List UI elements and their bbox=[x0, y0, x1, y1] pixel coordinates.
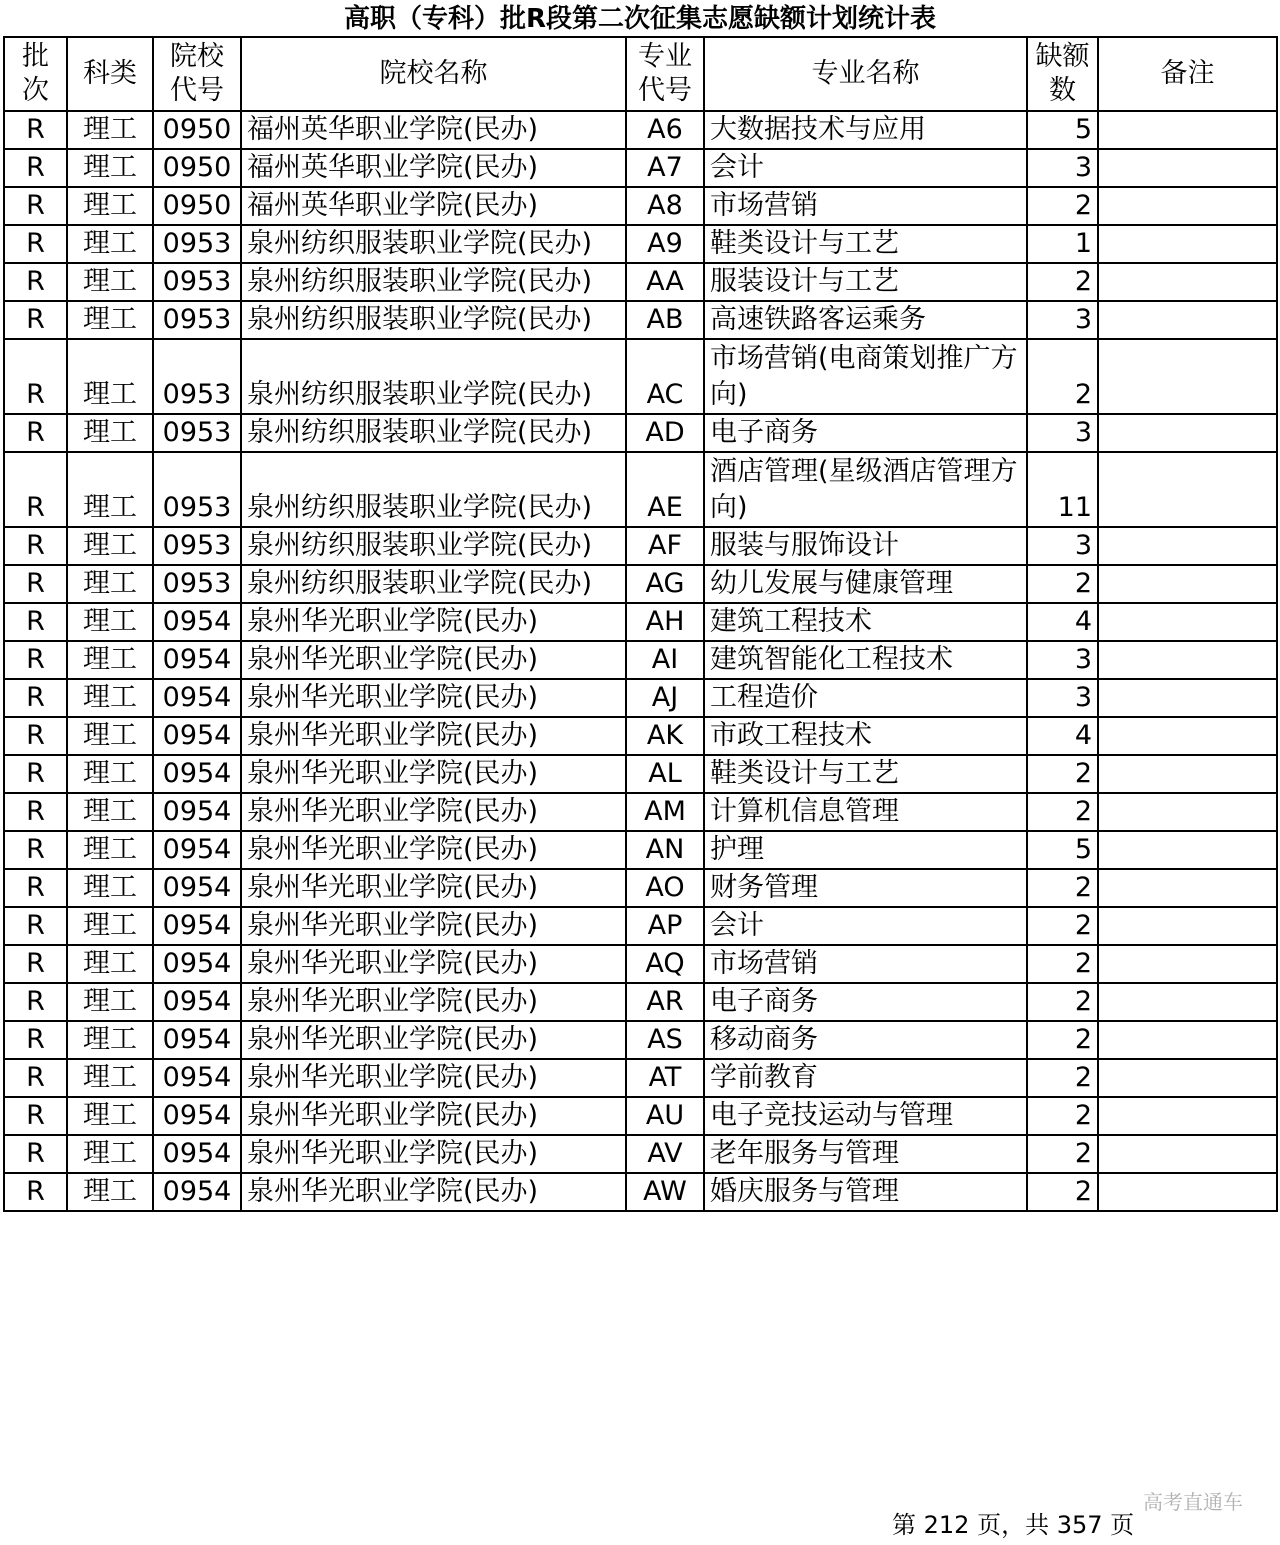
cell-major-code: AS bbox=[626, 1021, 704, 1059]
cell-major-name: 计算机信息管理 bbox=[704, 793, 1027, 831]
cell-remark bbox=[1098, 111, 1277, 149]
cell-major-name: 大数据技术与应用 bbox=[704, 111, 1027, 149]
cell-major-name: 服装与服饰设计 bbox=[704, 527, 1027, 565]
cell-school-code: 0953 bbox=[153, 339, 241, 414]
cell-batch: R bbox=[4, 1059, 67, 1097]
cell-batch: R bbox=[4, 1173, 67, 1211]
cell-school-code: 0954 bbox=[153, 907, 241, 945]
cell-vacancies: 2 bbox=[1027, 755, 1098, 793]
cell-batch: R bbox=[4, 414, 67, 452]
cell-vacancies: 3 bbox=[1027, 414, 1098, 452]
table-row bbox=[4, 414, 1277, 452]
cell-school-code: 0954 bbox=[153, 945, 241, 983]
cell-remark bbox=[1098, 1021, 1277, 1059]
cell-batch: R bbox=[4, 755, 67, 793]
table-row bbox=[4, 793, 1277, 831]
cell-batch: R bbox=[4, 565, 67, 603]
cell-batch: R bbox=[4, 907, 67, 945]
cell-school-code: 0953 bbox=[153, 225, 241, 263]
cell-category: 理工 bbox=[67, 641, 153, 679]
cell-major-code: AG bbox=[626, 565, 704, 603]
cell-vacancies: 2 bbox=[1027, 1135, 1098, 1173]
cell-category: 理工 bbox=[67, 1021, 153, 1059]
cell-school-name: 福州英华职业学院(民办) bbox=[241, 187, 626, 225]
cell-remark bbox=[1098, 565, 1277, 603]
cell-major-code: AV bbox=[626, 1135, 704, 1173]
table-row bbox=[4, 1097, 1277, 1135]
cell-remark bbox=[1098, 452, 1277, 527]
cell-major-code: A6 bbox=[626, 111, 704, 149]
cell-remark bbox=[1098, 414, 1277, 452]
cell-major-code: AE bbox=[626, 452, 704, 527]
cell-vacancies: 2 bbox=[1027, 1021, 1098, 1059]
cell-batch: R bbox=[4, 187, 67, 225]
table-row bbox=[4, 641, 1277, 679]
cell-vacancies: 3 bbox=[1027, 301, 1098, 339]
cell-batch: R bbox=[4, 263, 67, 301]
cell-major-name: 酒店管理(星级酒店管理方向) bbox=[704, 452, 1027, 527]
cell-major-code: AU bbox=[626, 1097, 704, 1135]
cell-school-code: 0954 bbox=[153, 1097, 241, 1135]
cell-major-code: A8 bbox=[626, 187, 704, 225]
table-row bbox=[4, 565, 1277, 603]
cell-remark bbox=[1098, 187, 1277, 225]
cell-category: 理工 bbox=[67, 301, 153, 339]
cell-remark bbox=[1098, 717, 1277, 755]
cell-remark bbox=[1098, 1173, 1277, 1211]
cell-category: 理工 bbox=[67, 225, 153, 263]
table-row bbox=[4, 679, 1277, 717]
cell-school-name: 泉州纺织服装职业学院(民办) bbox=[241, 339, 626, 414]
cell-remark bbox=[1098, 339, 1277, 414]
cell-vacancies: 1 bbox=[1027, 225, 1098, 263]
cell-major-name: 会计 bbox=[704, 149, 1027, 187]
cell-vacancies: 3 bbox=[1027, 679, 1098, 717]
page-footer: 第 212 页，共 357 页 bbox=[892, 1511, 1135, 1539]
cell-vacancies: 2 bbox=[1027, 1059, 1098, 1097]
cell-school-name: 泉州纺织服装职业学院(民办) bbox=[241, 452, 626, 527]
cell-school-name: 泉州华光职业学院(民办) bbox=[241, 831, 626, 869]
cell-major-code: AM bbox=[626, 793, 704, 831]
cell-major-name: 移动商务 bbox=[704, 1021, 1027, 1059]
cell-major-name: 电子商务 bbox=[704, 414, 1027, 452]
table-header-row bbox=[4, 37, 1277, 111]
cell-school-name: 泉州华光职业学院(民办) bbox=[241, 869, 626, 907]
cell-category: 理工 bbox=[67, 1097, 153, 1135]
header-remark: 备注 bbox=[1098, 37, 1277, 111]
cell-category: 理工 bbox=[67, 717, 153, 755]
table-row bbox=[4, 301, 1277, 339]
table-row bbox=[4, 339, 1277, 414]
cell-school-name: 泉州纺织服装职业学院(民办) bbox=[241, 565, 626, 603]
cell-batch: R bbox=[4, 111, 67, 149]
cell-remark bbox=[1098, 945, 1277, 983]
table-row bbox=[4, 263, 1277, 301]
cell-vacancies: 2 bbox=[1027, 1173, 1098, 1211]
cell-major-code: AD bbox=[626, 414, 704, 452]
cell-category: 理工 bbox=[67, 831, 153, 869]
cell-batch: R bbox=[4, 527, 67, 565]
watermark-text: 高考直通车 bbox=[1143, 1490, 1243, 1514]
cell-vacancies: 2 bbox=[1027, 1097, 1098, 1135]
cell-remark bbox=[1098, 793, 1277, 831]
table-row bbox=[4, 831, 1277, 869]
cell-vacancies: 3 bbox=[1027, 641, 1098, 679]
cell-category: 理工 bbox=[67, 983, 153, 1021]
vacancy-table bbox=[3, 36, 1278, 1212]
cell-school-code: 0954 bbox=[153, 717, 241, 755]
cell-school-name: 泉州华光职业学院(民办) bbox=[241, 1173, 626, 1211]
cell-school-code: 0953 bbox=[153, 452, 241, 527]
cell-school-code: 0950 bbox=[153, 187, 241, 225]
cell-major-code: AJ bbox=[626, 679, 704, 717]
cell-vacancies: 2 bbox=[1027, 983, 1098, 1021]
header-school-code: 院校代号 bbox=[153, 37, 241, 111]
cell-batch: R bbox=[4, 1135, 67, 1173]
cell-vacancies: 2 bbox=[1027, 945, 1098, 983]
cell-batch: R bbox=[4, 831, 67, 869]
cell-vacancies: 2 bbox=[1027, 793, 1098, 831]
cell-category: 理工 bbox=[67, 603, 153, 641]
cell-remark bbox=[1098, 907, 1277, 945]
cell-category: 理工 bbox=[67, 1135, 153, 1173]
cell-major-code: AH bbox=[626, 603, 704, 641]
table-row bbox=[4, 603, 1277, 641]
cell-school-name: 泉州华光职业学院(民办) bbox=[241, 679, 626, 717]
cell-major-code: AR bbox=[626, 983, 704, 1021]
cell-school-name: 泉州华光职业学院(民办) bbox=[241, 717, 626, 755]
table-row bbox=[4, 225, 1277, 263]
cell-major-code: AA bbox=[626, 263, 704, 301]
cell-major-name: 会计 bbox=[704, 907, 1027, 945]
header-major-name: 专业名称 bbox=[704, 37, 1027, 111]
cell-vacancies: 5 bbox=[1027, 111, 1098, 149]
cell-major-name: 财务管理 bbox=[704, 869, 1027, 907]
cell-school-name: 泉州华光职业学院(民办) bbox=[241, 1135, 626, 1173]
cell-batch: R bbox=[4, 869, 67, 907]
table-body bbox=[4, 111, 1277, 1211]
table-row bbox=[4, 111, 1277, 149]
cell-major-code: AF bbox=[626, 527, 704, 565]
cell-school-code: 0954 bbox=[153, 1059, 241, 1097]
cell-school-name: 泉州华光职业学院(民办) bbox=[241, 755, 626, 793]
header-major-code: 专业代号 bbox=[626, 37, 704, 111]
cell-remark bbox=[1098, 603, 1277, 641]
cell-major-name: 建筑智能化工程技术 bbox=[704, 641, 1027, 679]
cell-vacancies: 4 bbox=[1027, 603, 1098, 641]
cell-school-name: 福州英华职业学院(民办) bbox=[241, 111, 626, 149]
table-row bbox=[4, 869, 1277, 907]
cell-category: 理工 bbox=[67, 793, 153, 831]
cell-school-name: 泉州华光职业学院(民办) bbox=[241, 945, 626, 983]
cell-school-name: 泉州纺织服装职业学院(民办) bbox=[241, 301, 626, 339]
cell-vacancies: 3 bbox=[1027, 149, 1098, 187]
cell-major-name: 市场营销(电商策划推广方向) bbox=[704, 339, 1027, 414]
cell-batch: R bbox=[4, 1021, 67, 1059]
cell-category: 理工 bbox=[67, 111, 153, 149]
cell-major-code: AP bbox=[626, 907, 704, 945]
cell-school-name: 泉州纺织服装职业学院(民办) bbox=[241, 263, 626, 301]
cell-school-code: 0953 bbox=[153, 527, 241, 565]
cell-batch: R bbox=[4, 301, 67, 339]
cell-school-code: 0954 bbox=[153, 1021, 241, 1059]
cell-school-name: 泉州华光职业学院(民办) bbox=[241, 1059, 626, 1097]
cell-vacancies: 2 bbox=[1027, 869, 1098, 907]
cell-category: 理工 bbox=[67, 339, 153, 414]
header-batch: 批次 bbox=[4, 37, 67, 111]
cell-school-name: 泉州华光职业学院(民办) bbox=[241, 793, 626, 831]
cell-major-name: 服装设计与工艺 bbox=[704, 263, 1027, 301]
cell-category: 理工 bbox=[67, 452, 153, 527]
cell-batch: R bbox=[4, 603, 67, 641]
table-row bbox=[4, 1059, 1277, 1097]
cell-remark bbox=[1098, 755, 1277, 793]
cell-major-name: 学前教育 bbox=[704, 1059, 1027, 1097]
cell-vacancies: 5 bbox=[1027, 831, 1098, 869]
table-row bbox=[4, 907, 1277, 945]
cell-school-name: 泉州华光职业学院(民办) bbox=[241, 907, 626, 945]
cell-school-name: 泉州华光职业学院(民办) bbox=[241, 1097, 626, 1135]
cell-remark bbox=[1098, 1097, 1277, 1135]
cell-school-name: 泉州纺织服装职业学院(民办) bbox=[241, 414, 626, 452]
cell-remark bbox=[1098, 831, 1277, 869]
cell-remark bbox=[1098, 527, 1277, 565]
cell-major-name: 鞋类设计与工艺 bbox=[704, 225, 1027, 263]
cell-category: 理工 bbox=[67, 263, 153, 301]
cell-major-code: AW bbox=[626, 1173, 704, 1211]
table-row bbox=[4, 187, 1277, 225]
cell-batch: R bbox=[4, 793, 67, 831]
cell-school-code: 0953 bbox=[153, 263, 241, 301]
cell-category: 理工 bbox=[67, 565, 153, 603]
cell-major-name: 电子商务 bbox=[704, 983, 1027, 1021]
table-row bbox=[4, 527, 1277, 565]
cell-school-code: 0953 bbox=[153, 414, 241, 452]
cell-vacancies: 2 bbox=[1027, 565, 1098, 603]
cell-major-code: AN bbox=[626, 831, 704, 869]
cell-category: 理工 bbox=[67, 527, 153, 565]
cell-school-code: 0950 bbox=[153, 111, 241, 149]
cell-school-code: 0954 bbox=[153, 641, 241, 679]
cell-category: 理工 bbox=[67, 945, 153, 983]
header-category: 科类 bbox=[67, 37, 153, 111]
cell-batch: R bbox=[4, 149, 67, 187]
cell-school-code: 0953 bbox=[153, 301, 241, 339]
cell-category: 理工 bbox=[67, 869, 153, 907]
cell-remark bbox=[1098, 263, 1277, 301]
cell-major-code: AI bbox=[626, 641, 704, 679]
cell-batch: R bbox=[4, 1097, 67, 1135]
cell-major-name: 建筑工程技术 bbox=[704, 603, 1027, 641]
cell-major-name: 市政工程技术 bbox=[704, 717, 1027, 755]
cell-school-code: 0954 bbox=[153, 1135, 241, 1173]
cell-major-name: 护理 bbox=[704, 831, 1027, 869]
cell-school-name: 泉州纺织服装职业学院(民办) bbox=[241, 527, 626, 565]
cell-major-name: 高速铁路客运乘务 bbox=[704, 301, 1027, 339]
table-row bbox=[4, 945, 1277, 983]
cell-school-code: 0954 bbox=[153, 1173, 241, 1211]
cell-major-name: 电子竞技运动与管理 bbox=[704, 1097, 1027, 1135]
cell-batch: R bbox=[4, 679, 67, 717]
cell-major-name: 市场营销 bbox=[704, 945, 1027, 983]
cell-major-code: AT bbox=[626, 1059, 704, 1097]
cell-major-code: AC bbox=[626, 339, 704, 414]
cell-major-name: 婚庆服务与管理 bbox=[704, 1173, 1027, 1211]
cell-remark bbox=[1098, 301, 1277, 339]
cell-major-code: A7 bbox=[626, 149, 704, 187]
cell-vacancies: 11 bbox=[1027, 452, 1098, 527]
cell-major-code: AK bbox=[626, 717, 704, 755]
cell-major-code: AO bbox=[626, 869, 704, 907]
cell-remark bbox=[1098, 679, 1277, 717]
cell-remark bbox=[1098, 869, 1277, 907]
cell-remark bbox=[1098, 1135, 1277, 1173]
page-title: 高职（专科）批R段第二次征集志愿缺额计划统计表 bbox=[343, 4, 937, 34]
table-row bbox=[4, 717, 1277, 755]
cell-school-code: 0953 bbox=[153, 565, 241, 603]
cell-batch: R bbox=[4, 641, 67, 679]
cell-remark bbox=[1098, 149, 1277, 187]
cell-vacancies: 3 bbox=[1027, 527, 1098, 565]
table-row bbox=[4, 1173, 1277, 1211]
cell-remark bbox=[1098, 641, 1277, 679]
table-row bbox=[4, 983, 1277, 1021]
cell-category: 理工 bbox=[67, 755, 153, 793]
cell-school-name: 泉州华光职业学院(民办) bbox=[241, 1021, 626, 1059]
cell-major-code: A9 bbox=[626, 225, 704, 263]
cell-school-code: 0954 bbox=[153, 679, 241, 717]
cell-school-code: 0954 bbox=[153, 755, 241, 793]
cell-category: 理工 bbox=[67, 679, 153, 717]
cell-major-name: 工程造价 bbox=[704, 679, 1027, 717]
cell-major-code: AB bbox=[626, 301, 704, 339]
cell-vacancies: 2 bbox=[1027, 907, 1098, 945]
table-row bbox=[4, 149, 1277, 187]
cell-school-code: 0954 bbox=[153, 793, 241, 831]
cell-remark bbox=[1098, 1059, 1277, 1097]
cell-major-code: AL bbox=[626, 755, 704, 793]
cell-vacancies: 2 bbox=[1027, 187, 1098, 225]
cell-batch: R bbox=[4, 945, 67, 983]
table-row bbox=[4, 1021, 1277, 1059]
cell-school-name: 泉州华光职业学院(民办) bbox=[241, 983, 626, 1021]
cell-major-name: 老年服务与管理 bbox=[704, 1135, 1027, 1173]
cell-category: 理工 bbox=[67, 1059, 153, 1097]
cell-vacancies: 4 bbox=[1027, 717, 1098, 755]
cell-vacancies: 2 bbox=[1027, 263, 1098, 301]
cell-batch: R bbox=[4, 717, 67, 755]
cell-major-name: 幼儿发展与健康管理 bbox=[704, 565, 1027, 603]
cell-school-name: 泉州华光职业学院(民办) bbox=[241, 603, 626, 641]
table-row bbox=[4, 755, 1277, 793]
cell-batch: R bbox=[4, 452, 67, 527]
cell-batch: R bbox=[4, 225, 67, 263]
header-vacancies: 缺额数 bbox=[1027, 37, 1098, 111]
cell-vacancies: 2 bbox=[1027, 339, 1098, 414]
cell-major-name: 市场营销 bbox=[704, 187, 1027, 225]
table-row bbox=[4, 1135, 1277, 1173]
cell-school-code: 0954 bbox=[153, 831, 241, 869]
cell-school-code: 0954 bbox=[153, 603, 241, 641]
cell-school-code: 0954 bbox=[153, 869, 241, 907]
cell-school-name: 福州英华职业学院(民办) bbox=[241, 149, 626, 187]
header-school-name: 院校名称 bbox=[241, 37, 626, 111]
cell-category: 理工 bbox=[67, 907, 153, 945]
cell-school-code: 0950 bbox=[153, 149, 241, 187]
cell-major-code: AQ bbox=[626, 945, 704, 983]
cell-category: 理工 bbox=[67, 414, 153, 452]
table-row bbox=[4, 452, 1277, 527]
cell-remark bbox=[1098, 983, 1277, 1021]
cell-remark bbox=[1098, 225, 1277, 263]
cell-school-code: 0954 bbox=[153, 983, 241, 1021]
cell-category: 理工 bbox=[67, 187, 153, 225]
cell-school-name: 泉州华光职业学院(民办) bbox=[241, 641, 626, 679]
cell-batch: R bbox=[4, 339, 67, 414]
cell-category: 理工 bbox=[67, 1173, 153, 1211]
cell-category: 理工 bbox=[67, 149, 153, 187]
cell-major-name: 鞋类设计与工艺 bbox=[704, 755, 1027, 793]
cell-batch: R bbox=[4, 983, 67, 1021]
cell-school-name: 泉州纺织服装职业学院(民办) bbox=[241, 225, 626, 263]
